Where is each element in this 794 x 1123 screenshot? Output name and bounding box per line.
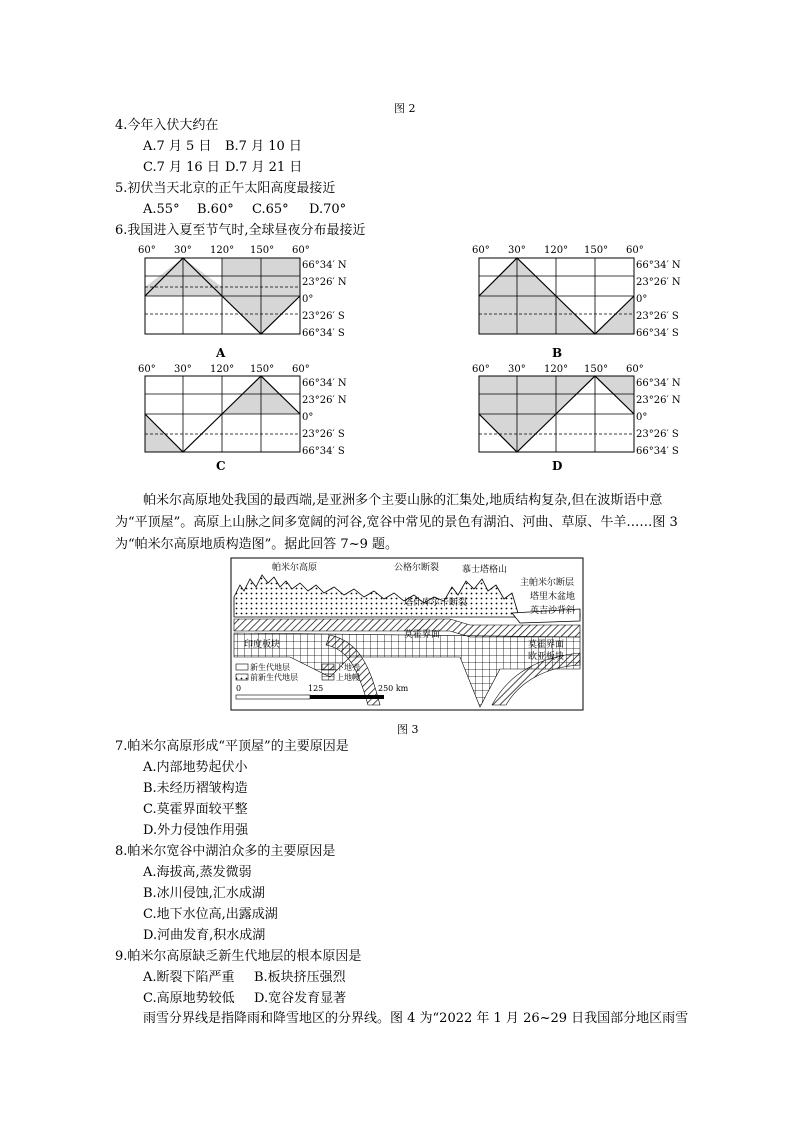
q9-option-d: D.宽谷发育显著 (254, 991, 347, 1006)
legend-cenozoic: 新生代地层 (250, 663, 290, 672)
intro-line-1: 帕米尔高原地处我国的最西端,是亚洲多个主要山脉的汇集处,地质结构复杂,但在波斯语中意 (143, 493, 663, 508)
legend-upper-mantle: 上地幔 (336, 673, 360, 682)
q9-option-a: A.断裂下陷严重 (143, 970, 235, 985)
lon-tick: 60° (138, 245, 156, 256)
fig2-caption: 图 2 (394, 102, 416, 115)
q8-option-a: A.海拔高,蒸发微弱 (143, 865, 252, 880)
q4-option-d: D.7 月 21 日 (225, 160, 303, 175)
q7-option-b: B.未经历褶皱构造 (143, 781, 248, 796)
panel-label-d: D (552, 459, 563, 472)
label-moho-2: 莫霍界面 (528, 640, 565, 650)
q6-stem: 6.我国进入夏至节气时,全球昼夜分布最接近 (115, 223, 366, 238)
lon-tick: 30° (508, 245, 526, 256)
lon-tick: 120° (544, 364, 569, 375)
label-plateau: 帕米尔高原 (272, 563, 318, 573)
lat-tick: 23°26′ S (636, 311, 679, 322)
lat-tick: 66°34′ N (636, 378, 681, 389)
q7-option-d: D.外力侵蚀作用强 (143, 823, 249, 838)
lat-tick: 0° (302, 412, 314, 423)
lon-tick: 60° (626, 364, 644, 375)
label-eurasia-plate: 欧亚板块 (528, 652, 565, 662)
lon-tick: 150° (584, 364, 609, 375)
lat-tick: 66°34′ N (302, 260, 347, 271)
q9-stem: 9.帕米尔高原缺乏新生代地层的根本原因是 (115, 949, 362, 964)
lat-tick: 0° (302, 294, 314, 305)
lat-tick: 23°26′ S (302, 429, 345, 440)
q5-option-b: B.60° (197, 202, 234, 217)
lon-tick: 30° (174, 364, 192, 375)
lon-tick: 150° (250, 245, 275, 256)
lon-tick: 120° (210, 245, 235, 256)
lat-tick: 66°34′ N (302, 378, 347, 389)
q8-stem: 8.帕米尔宽谷中湖泊众多的主要原因是 (115, 844, 336, 859)
q5-option-a: A.55° (143, 202, 180, 217)
lon-tick: 60° (626, 245, 644, 256)
lat-tick: 23°26′ N (302, 395, 347, 406)
lat-tick: 23°26′ N (302, 277, 347, 288)
q4-option-c: C.7 月 16 日 (143, 160, 220, 175)
outro-text: 雨雪分界线是指降雨和降雪地区的分界线。图 4 为“2022 年 1 月 26~29 日我国部分地区雨雪 (143, 1011, 689, 1026)
lat-tick: 66°34′ S (636, 328, 679, 339)
panel-label-a: A (216, 346, 226, 360)
label-india-plate: 印度板块 (244, 640, 281, 650)
panel-label-c: C (216, 459, 226, 472)
q4-option-a: A.7 月 5 日 (143, 139, 212, 154)
panel-c (145, 376, 300, 452)
lon-tick: 150° (250, 364, 275, 375)
lon-tick: 120° (210, 364, 235, 375)
lat-tick: 23°26′ N (636, 395, 681, 406)
q8-option-c: C.地下水位高,出露成湖 (143, 907, 278, 922)
lon-tick: 60° (138, 364, 156, 375)
lat-tick: 23°26′ N (636, 277, 681, 288)
panel-label-b: B (552, 346, 563, 360)
lat-tick: 0° (636, 294, 648, 305)
panel-d (479, 376, 634, 452)
lon-tick: 60° (472, 245, 490, 256)
q9-option-c: C.高原地势较低 (143, 991, 235, 1006)
lat-tick: 23°26′ S (636, 429, 679, 440)
lat-tick: 0° (636, 412, 648, 423)
q5-option-d: D.70° (309, 202, 347, 217)
lon-tick: 150° (584, 245, 609, 256)
q7-stem: 7.帕米尔高原形成“平顶屋”的主要原因是 (115, 739, 349, 754)
intro-line-3: 为“帕米尔高原地质构造图”。据此回答 7~9 题。 (115, 537, 398, 552)
q5-stem: 5.初伏当天北京的正午太阳高度最接近 (115, 181, 336, 196)
scale-125: 125 (308, 684, 324, 693)
label-main-fault: 主帕米尔断层 (520, 578, 575, 588)
q7-option-c: C.莫霍界面较平整 (143, 802, 248, 817)
lon-tick: 60° (292, 364, 310, 375)
intro-line-2: 为“平顶屋”。高原上山脉之间多宽阔的河谷,宽谷中常见的景色有湖泊、河曲、草原、牛羊……图 3 (115, 515, 678, 530)
panel-b (479, 258, 634, 334)
lat-tick: 66°34′ S (636, 446, 679, 457)
label-tashkurgan: 塔什库尔干断裂 (404, 598, 468, 608)
lat-tick: 23°26′ S (302, 311, 345, 322)
legend-pre-cenozoic: 前新生代地层 (250, 673, 298, 682)
q6-diagram (130, 242, 690, 472)
label-gongge-fault: 公格尔断裂 (394, 563, 440, 573)
lat-tick: 66°34′ S (302, 328, 345, 339)
q8-option-d: D.河曲发育,积水成湖 (143, 928, 266, 943)
fig3-caption: 图 3 (397, 723, 419, 736)
lon-tick: 120° (544, 245, 569, 256)
lon-tick: 30° (508, 364, 526, 375)
fig3-geology-diagram (230, 557, 584, 711)
q4-stem: 4.今年入伏大约在 (115, 118, 219, 133)
lat-tick: 66°34′ N (636, 260, 681, 271)
lon-tick: 30° (174, 245, 192, 256)
q8-option-b: B.冰川侵蚀,汇水成湖 (143, 886, 265, 901)
panel-a (145, 258, 300, 334)
q4-option-b: B.7 月 10 日 (225, 139, 302, 154)
label-yingjisha: 英吉沙背斜 (530, 606, 576, 616)
label-muztagh: 慕士塔格山 (462, 565, 508, 575)
legend-lower-crust: 下地壳 (336, 663, 360, 672)
q7-option-a: A.内部地势起伏小 (143, 760, 248, 775)
q9-option-b: B.板块挤压强烈 (254, 970, 346, 985)
q5-option-c: C.65° (252, 202, 289, 217)
lon-tick: 60° (292, 245, 310, 256)
label-moho-1: 莫霍界面 (404, 630, 441, 640)
lat-tick: 66°34′ S (302, 446, 345, 457)
lon-tick: 60° (472, 364, 490, 375)
label-tarim: 塔里木盆地 (530, 592, 576, 602)
scale-0: 0 (236, 684, 242, 693)
scale-250: 250 km (378, 684, 409, 693)
